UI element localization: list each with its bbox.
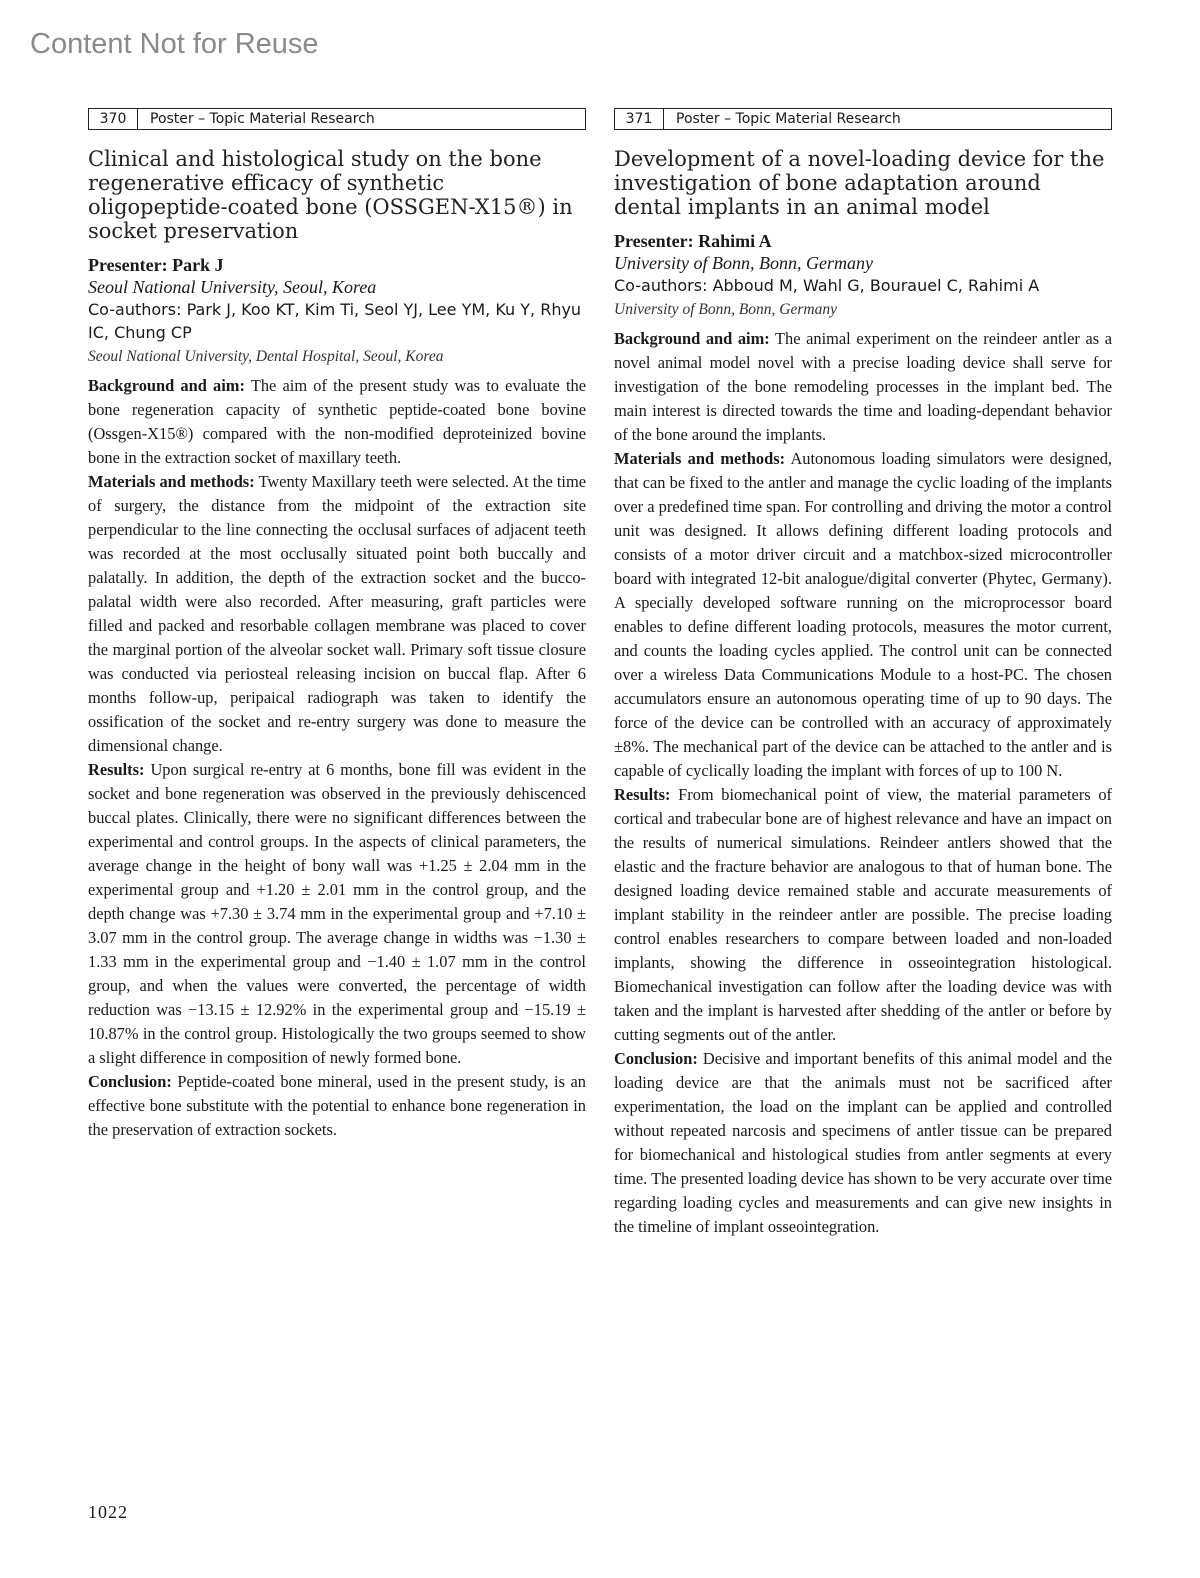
section-label: Results:: [88, 760, 145, 779]
presenter-affiliation: University of Bonn, Bonn, Germany: [614, 253, 873, 273]
section-label: Results:: [614, 785, 671, 804]
watermark: Content Not for Reuse: [30, 28, 319, 60]
coauthors: Co-authors: Abboud M, Wahl G, Bourauel C, Rahimi A: [614, 276, 1040, 295]
section-label: Background and aim:: [88, 376, 245, 395]
section-label: Materials and methods:: [614, 449, 786, 468]
section-background: [88, 374, 586, 470]
coauthors-affiliation: University of Bonn, Bonn, Germany: [614, 301, 837, 318]
abstract-body: [614, 327, 1112, 1239]
section-text: The aim of the present study was to evaluate the bone regeneration capacity of synthetic peptide-coated bone bovine (Ossgen-X15®) compared with the non-modified deproteinized bovine bone in the extraction socket of maxillary teeth.: [88, 376, 587, 467]
abstract-371: [614, 108, 1112, 1239]
section-text: The animal experiment on the reindeer antler as a novel animal model novel with a precise loading device shall serve for investigation of the bone remodeling processes in the implant bed. The main interest is directed towards the time and loading-dependant behavior of the bone around the implants.: [614, 329, 1113, 444]
presenter-affiliation: Seoul National University, Seoul, Korea: [88, 277, 377, 297]
section-label: Conclusion:: [614, 1049, 698, 1068]
coauthors-affiliation: Seoul National University, Dental Hospital, Seoul, Korea: [88, 348, 444, 365]
section-text: Twenty Maxillary teeth were selected. At the time of surgery, the distance from the midpoint of the extraction site perpendicular to the line connecting the occlusal surfaces of adjacent teeth was recorded at the most occlusally situated point both buccally and palatally. In addition, the depth of the extraction socket and the bucco-palatal width were also recorded. After measuring, graft particles were filled and packed and resorbable collagen membrane was placed to cover the marginal portion of the alveolar socket wall. Primary soft tissue closure was conducted via periosteal releasing incision on buccal flap. After 6 months follow-up, peripaical radiograph was taken to identify the ossification of the socket and re-entry surgery was done to measure the dimensional change.: [88, 472, 586, 755]
section-label: Background and aim:: [614, 329, 770, 348]
section-methods: [614, 447, 1112, 783]
section-text: Decisive and important benefits of this animal model and the loading device are that the animals must not be sacrificed after experimentation, the load on the implant can be applied and controlled without repeated narcosis and specimens of antler tissue can be prepared for biomechanical and histological studies from antler segments at every time. The presented loading device has shown to be very accurate over time regarding loading cycles and measurements and can give new insights in the timeline of implant osseointegration.: [614, 1049, 1112, 1236]
abstract-topic: Poster – Topic Material Research: [150, 111, 375, 127]
section-conclusion: [614, 1047, 1112, 1239]
section-background: [614, 327, 1112, 447]
section-label: Conclusion:: [88, 1072, 172, 1091]
abstract-number: 371: [615, 109, 664, 129]
abstract-370: [88, 108, 586, 1142]
presenter: Presenter: Rahimi A: [614, 231, 772, 251]
section-label: Materials and methods:: [88, 472, 255, 491]
coauthors: Co-authors: Park J, Koo KT, Kim Ti, Seol YJ, Lee YM, Ku Y, Rhyu IC, Chung CP: [88, 300, 582, 342]
section-conclusion: [88, 1070, 586, 1142]
abstract-topic: Poster – Topic Material Research: [676, 111, 901, 127]
abstract-body: [88, 374, 586, 1142]
section-text: Autonomous loading simulators were designed, that can be fixed to the antler and manage the cyclic loading of the implants over a predefined time span. For controlling and driving the motor a control unit was designed. It allows defining different loading protocols and consists of a motor driver circuit and a matchbox-sized microcontroller board with integrated 12-bit analogue/digital converter (Phytec, Germany). A specially developed software running on the microprocessor board enables to define different loading protocols, measures the motor current, and counts the loading cycles applied. The control unit can be connected over a wireless Data Communications Module to a host-PC. The chosen accumulators ensure an autonomous operating time of up to 90 days. The force of the device can be controlled with an accuracy of approximately ±8%. The mechanical part of the device can be attached to the antler and is capable of cyclically loading the implant with forces of up to 100 N.: [614, 449, 1112, 780]
abstract-number: 370: [89, 109, 138, 129]
presenter: Presenter: Park J: [88, 255, 224, 275]
abstract-header: [614, 108, 1112, 130]
section-text: From biomechanical point of view, the material parameters of cortical and trabecular bone are of highest relevance and have an impact on the results of numerical simulations. Reindeer antlers showed that the elastic and the fracture behavior are analogous to that of human bone. The designed loading device remained stable and accurate measurements of implant stability in the reindeer antler are possible. The precise loading control enables researchers to compare between loaded and non-loaded implants, showing the difference in osseointegration histological. Biomechanical investigation can follow after the loading device was with taken and the implant is harvested after shedding of the antler or before by cutting segments out of the antler.: [614, 785, 1112, 1044]
section-text: Upon surgical re-entry at 6 months, bone fill was evident in the socket and bone regeneration was observed in the previously dehiscenced buccal plates. Clinically, there were no significant differences between the experimental and control groups. In the aspects of clinical parameters, the average change in the height of bony wall was +1.25 ± 2.04 mm in the experimental group and +1.20 ± 2.01 mm in the control group, and the depth change was +7.30 ± 3.74 mm in the experimental group and +7.10 ± 3.07 mm in the control group. The average change in widths was −1.30 ± 1.33 mm in the experimental group and −1.40 ± 1.07 mm in the control group, and when the values were converted, the percentage of width reduction was −13.15 ± 12.92% in the experimental group and −15.19 ± 10.87% in the control group. Histologically the two groups seemed to show a slight difference in composition of newly formed bone.: [88, 760, 586, 1067]
section-results: [88, 758, 586, 1070]
page-number: 1022: [88, 1502, 128, 1522]
section-text: Peptide-coated bone mineral, used in the present study, is an effective bone substitute with the potential to enhance bone regeneration in the preservation of extraction sockets.: [88, 1072, 586, 1139]
abstract-header: [88, 108, 586, 130]
section-methods: [88, 470, 586, 758]
abstract-title: Development of a novel-loading device for the investigation of bone adaptation around dental implants in an animal model: [614, 147, 1105, 219]
section-results: [614, 783, 1112, 1047]
abstract-title: Clinical and histological study on the bone regenerative efficacy of synthetic oligopeptide-coated bone (OSSGEN-X15®) in socket preservation: [88, 147, 573, 243]
